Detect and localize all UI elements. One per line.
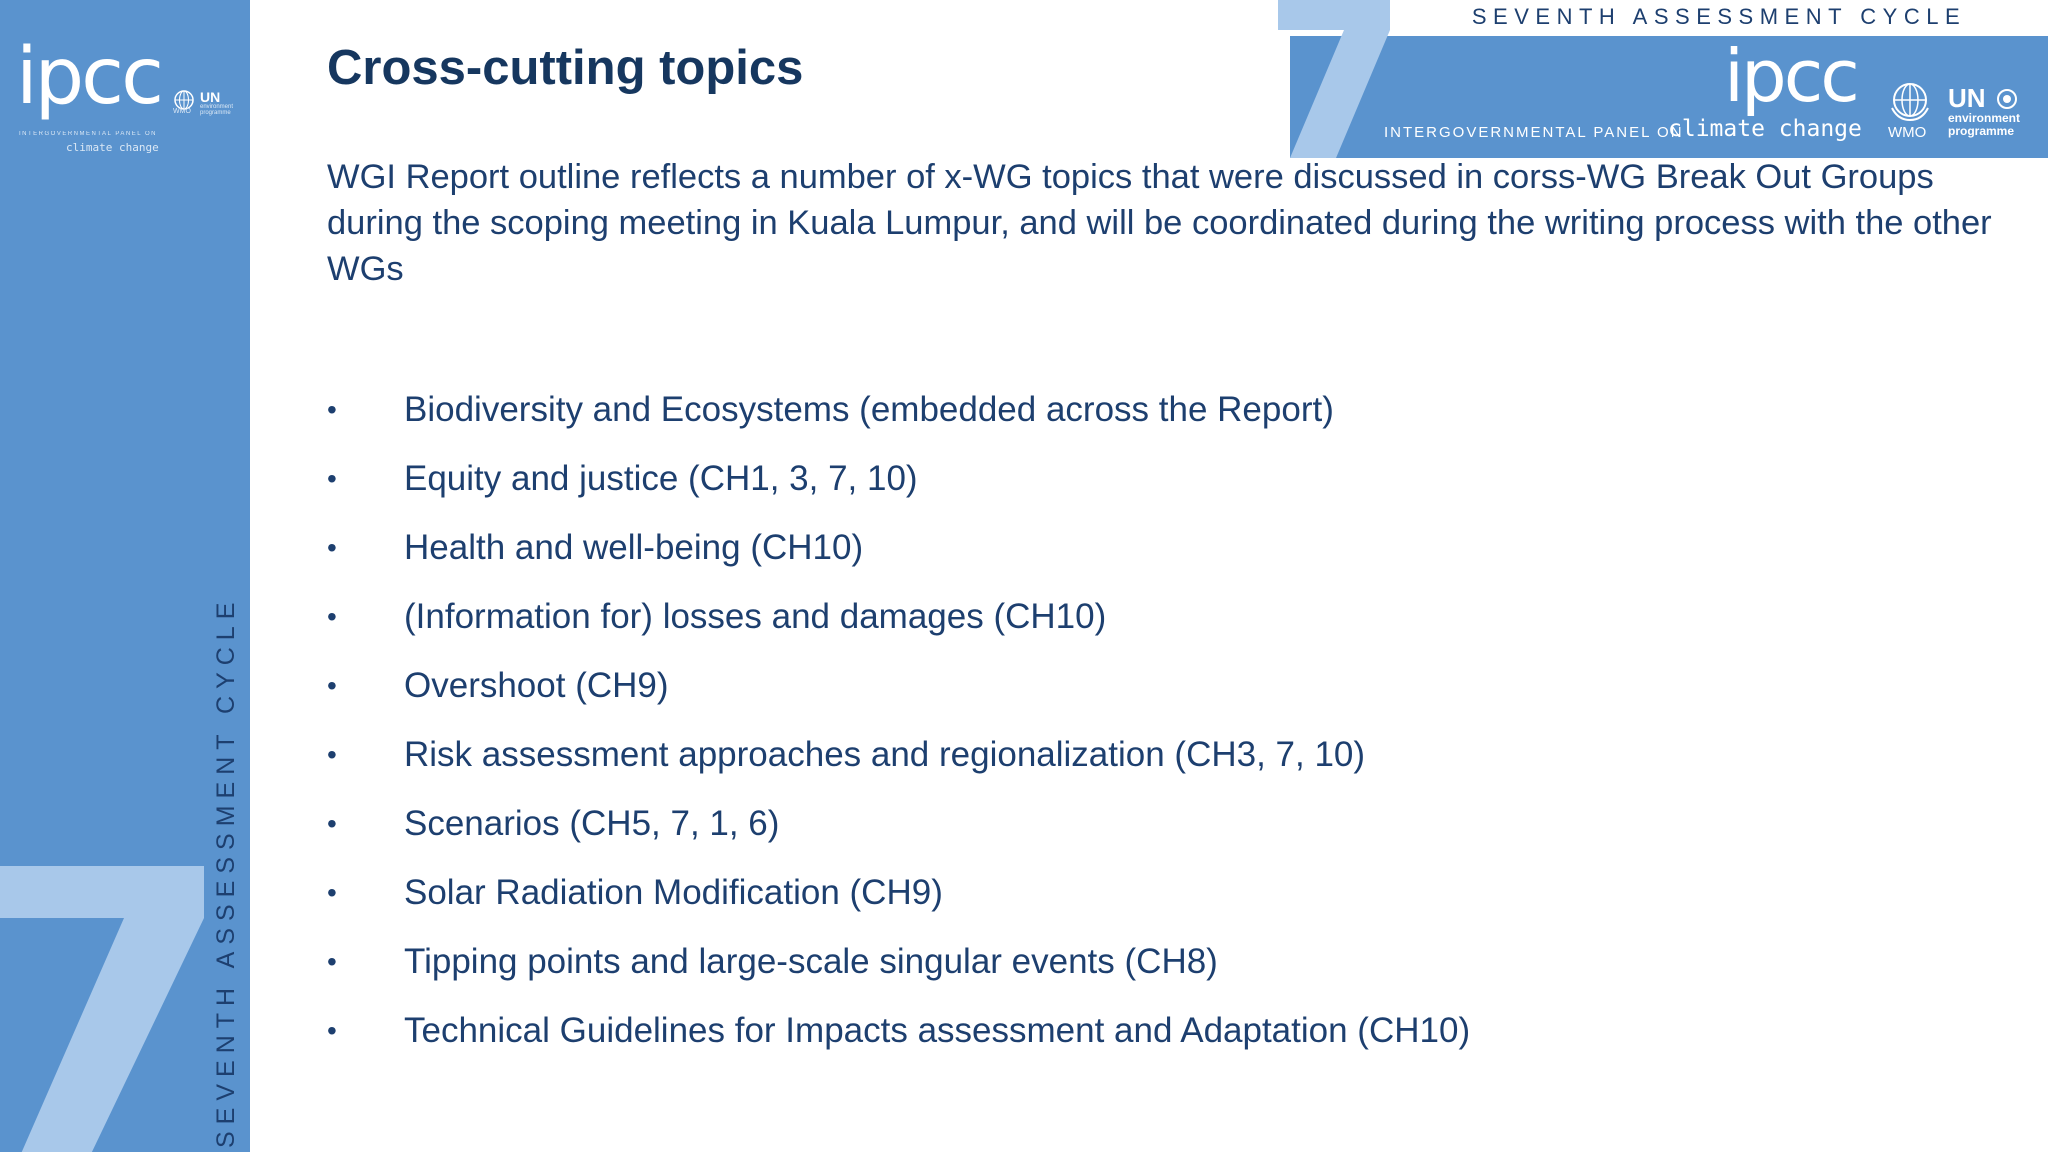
list-item-text: Health and well-being (CH10) — [404, 528, 864, 567]
bullet-icon: • — [327, 1015, 337, 1046]
assessment-cycle-heading: SEVENTH ASSESSMENT CYCLE — [1471, 4, 1967, 29]
wmo-label: WMO — [1888, 124, 1927, 141]
panel-text: INTERGOVERNMENTAL PANEL ON — [1384, 124, 1684, 141]
list-item-text: Equity and justice (CH1, 3, 7, 10) — [404, 459, 918, 498]
wmo-emblem-icon — [1888, 78, 1932, 122]
list-item — [327, 932, 1470, 1001]
bullet-icon: • — [327, 946, 337, 977]
list-item — [327, 449, 1470, 518]
list-item-text: Solar Radiation Modification (CH9) — [404, 873, 943, 912]
list-item — [327, 1001, 1470, 1070]
list-item-text: (Information for) losses and damages (CH10) — [404, 597, 1107, 636]
vertical-cycle-text: SEVENTH ASSESSMENT CYCLE — [212, 595, 240, 1148]
environment-programme-label: environment programme — [200, 104, 234, 116]
list-item — [327, 794, 1470, 863]
seven-graphic — [1276, 0, 1396, 158]
panel-text: INTERGOVERNMENTAL PANEL ON — [19, 131, 158, 137]
intro-paragraph: WGI Report outline reflects a number of x-WG topics that were discussed in corss-WG Break Out Groups during the scoping meeting in Kuala Lumpur, and will be coordinated during the writing process with the other WGs — [327, 158, 1992, 288]
bullet-icon: • — [327, 532, 337, 563]
list-item — [327, 518, 1470, 587]
list-item-text: Overshoot (CH9) — [404, 666, 669, 705]
list-item — [327, 587, 1470, 656]
list-item-text: Tipping points and large-scale singular events (CH8) — [404, 942, 1218, 981]
list-item — [327, 725, 1470, 794]
list-item-text: Technical Guidelines for Impacts assessment and Adaptation (CH10) — [404, 1011, 1471, 1050]
bullet-icon: • — [327, 394, 337, 425]
bullet-icon: • — [327, 670, 337, 701]
list-item — [327, 863, 1470, 932]
climate-change-text: climate change — [1668, 116, 1862, 142]
ipcc-wordmark: ipcc — [16, 32, 161, 122]
climate-change-text: climate change — [66, 141, 159, 154]
bullet-icon: • — [327, 877, 337, 908]
slide-title: Cross-cutting topics — [327, 41, 804, 95]
ipcc-wordmark: ipcc — [1724, 34, 1857, 118]
bullet-icon: • — [327, 808, 337, 839]
list-item — [327, 656, 1470, 725]
bullet-icon: • — [327, 601, 337, 632]
seven-graphic — [0, 866, 210, 1152]
list-item-text: Biodiversity and Ecosystems (embedded across the Report) — [404, 390, 1334, 429]
unep-logo — [1948, 84, 2038, 138]
bullet-icon: • — [327, 739, 337, 770]
list-item-text: Risk assessment approaches and regionalization (CH3, 7, 10) — [404, 735, 1366, 774]
list-item — [327, 380, 1470, 449]
bullet-icon: • — [327, 463, 337, 494]
topic-list — [327, 380, 1470, 1070]
un-emblem-icon — [1996, 88, 2018, 110]
wmo-label: WMO — [173, 108, 191, 115]
un-label: UN — [1948, 83, 1986, 113]
unep-logo — [200, 90, 250, 116]
left-sidebar — [0, 0, 250, 1152]
list-item-text: Scenarios (CH5, 7, 1, 6) — [404, 804, 780, 843]
un-label: UN — [200, 89, 221, 105]
environment-programme-label: environment programme — [1948, 111, 2021, 138]
